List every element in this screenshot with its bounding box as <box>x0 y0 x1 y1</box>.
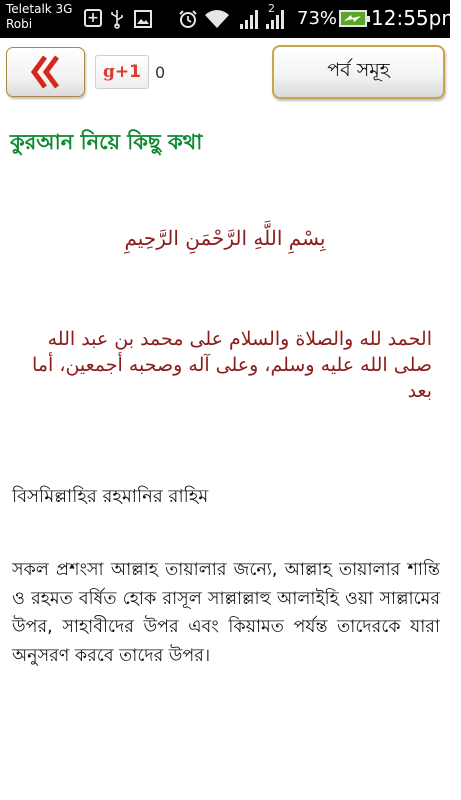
page-title: কুরআন নিয়ে কিছু কথা <box>10 130 203 154</box>
google-plus-one-button[interactable] <box>95 55 149 89</box>
bangla-paragraph: সকল প্রশংসা আল্লাহ তায়ালার জন্যে, আল্লাহ তায়ালার শান্তি ও রহমত বর্ষিত হোক রাসূল সাল্লাল্লাহু আলাইহি ওয়া সাল্লামের উপর, সাহাবীদের উপর এবং কিয়ামত পর্যন্ত তাদেরকে যারা অনুসরণ করবে তাদের উপর। <box>12 560 440 666</box>
arabic-opening-praise: الحمد لله والصلاة والسلام على محمد بن عبد الله صلى الله عليه وسلم، وعلى آله وصحبه أجمعين، أما بعد <box>32 328 432 402</box>
bangla-bismillah: বিসমিল্লাহির রহমানির রাহিম <box>12 486 209 507</box>
carrier-line-1: Teletalk 3G <box>6 2 73 16</box>
usb-icon <box>110 9 124 29</box>
add-icon: + <box>84 9 102 27</box>
toolbar <box>0 38 450 104</box>
clock: 12:55pm <box>371 6 461 30</box>
status-bar <box>0 0 461 38</box>
battery-percent: 73% <box>297 8 338 29</box>
double-chevron-left-icon <box>30 54 62 90</box>
sim-2-label: 2 <box>268 2 275 15</box>
back-button[interactable] <box>6 47 85 97</box>
chapters-button[interactable]: পর্ব সমূহ <box>272 45 445 99</box>
plus-one-label: +1 <box>114 62 141 82</box>
alarm-icon <box>178 9 198 29</box>
arabic-bismillah: بِسْمِ اللَّهِ الرَّحْمَنِ الرَّحِيمِ <box>124 226 326 250</box>
signal-2-icon <box>266 9 284 29</box>
battery-charging-icon <box>339 10 367 27</box>
image-icon <box>133 9 153 29</box>
signal-icon <box>240 9 258 29</box>
carrier-info <box>6 2 72 32</box>
plus-one-count: 0 <box>155 63 166 82</box>
google-plus-icon: g <box>103 62 115 82</box>
wifi-icon <box>204 9 230 29</box>
carrier-line-2: Robi <box>6 17 33 31</box>
